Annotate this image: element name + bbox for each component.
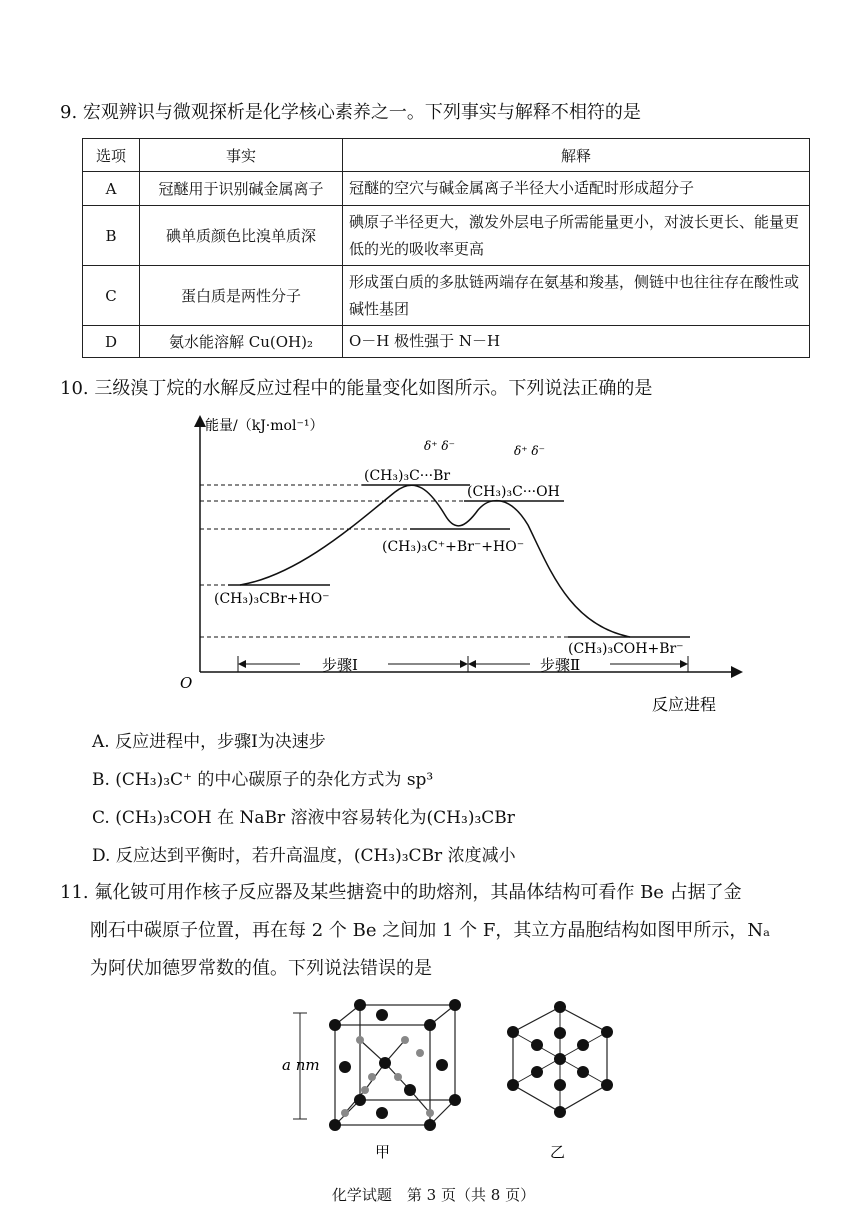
q10-title: 10. 三级溴丁烷的水解反应过程中的能量变化如图所示。下列说法正确的是	[60, 378, 653, 399]
label-ts1: (CH₃)₃C···Br	[364, 468, 451, 484]
figure-projection	[507, 1001, 613, 1118]
x-axis-label: 反应进程	[652, 695, 717, 714]
table-row	[83, 206, 810, 266]
row-explanation: 冠醚的空穴与碱金属离子半径大小适配时形成超分子	[343, 172, 810, 206]
step2-label: 步骤Ⅱ	[540, 656, 581, 674]
q9-title: 9. 宏观辨识与微观探析是化学核心素养之一。下列事实与解释不相符的是	[60, 102, 641, 123]
table-row	[83, 172, 810, 206]
origin-label: O	[180, 674, 193, 692]
fig2-caption: 乙	[550, 1143, 566, 1161]
row-fact: 蛋白质是两性分子	[140, 266, 343, 326]
step1-label: 步骤Ⅰ	[322, 656, 358, 674]
dimension-label: a nm	[282, 1056, 320, 1074]
row-fact: 冠醚用于识别碱金属离子	[140, 172, 343, 206]
label-ts2: (CH₃)₃C···OH	[467, 484, 560, 500]
figure-unit-cell	[0, 995, 867, 1175]
q11-line3: 为阿伏加德罗常数的值。下列说法错误的是	[90, 958, 432, 979]
header-option: 选项	[83, 139, 140, 172]
label-reactants: (CH₃)₃CBr+HO⁻	[214, 591, 330, 607]
row-option: C	[83, 266, 140, 326]
y-axis-label: 能量/（kJ·mol⁻¹）	[205, 418, 324, 434]
q11-line2: 刚石中碳原子位置，再在每 2 个 Be 之间加 1 个 F，其立方晶胞结构如图甲所示，Nₐ	[90, 920, 771, 941]
table-row	[83, 266, 810, 326]
header-explanation: 解释	[343, 139, 810, 172]
row-explanation: O－H 极性强于 N－H	[343, 326, 810, 358]
row-fact: 碘单质颜色比溴单质深	[140, 206, 343, 266]
label-products: (CH₃)₃COH+Br⁻	[568, 641, 684, 657]
table-row	[83, 326, 810, 358]
energy-diagram	[0, 410, 867, 720]
table-header-row	[83, 139, 810, 172]
q10-option-c: C. (CH₃)₃COH 在 NaBr 溶液中容易转化为(CH₃)₃CBr	[92, 808, 515, 828]
row-explanation: 碘原子半径更大，激发外层电子所需能量更小，对波长更长、能量更低的光的吸收率更高	[343, 206, 810, 266]
label-ts1-charges: δ⁺ δ⁻	[424, 439, 455, 453]
page-footer: 化学试题 第 3 页（共 8 页）	[331, 1186, 536, 1204]
label-ts2-charges: δ⁺ δ⁻	[514, 444, 545, 458]
fig1-caption: 甲	[375, 1143, 391, 1161]
q11-line1: 11. 氟化铍可用作核子反应器及某些搪瓷中的助熔剂，其晶体结构可看作 Be 占据了金	[60, 882, 742, 903]
row-option: A	[83, 172, 140, 206]
q10-option-b: B. (CH₃)₃C⁺ 的中心碳原子的杂化方式为 sp³	[92, 770, 434, 790]
label-intermediate: (CH₃)₃C⁺+Br⁻+HO⁻	[382, 539, 525, 555]
q9-table	[82, 138, 810, 358]
row-option: B	[83, 206, 140, 266]
q10-option-a: A. 反应进程中，步骤Ⅰ为决速步	[92, 732, 326, 752]
q10-option-d: D. 反应达到平衡时，若升高温度，(CH₃)₃CBr 浓度减小	[92, 846, 516, 866]
row-fact: 氨水能溶解 Cu(OH)₂	[140, 326, 343, 358]
row-explanation: 形成蛋白质的多肽链两端存在氨基和羧基，侧链中也往往存在酸性或碱性基团	[343, 266, 810, 326]
energy-curve	[240, 485, 630, 637]
row-option: D	[83, 326, 140, 358]
header-fact: 事实	[140, 139, 343, 172]
